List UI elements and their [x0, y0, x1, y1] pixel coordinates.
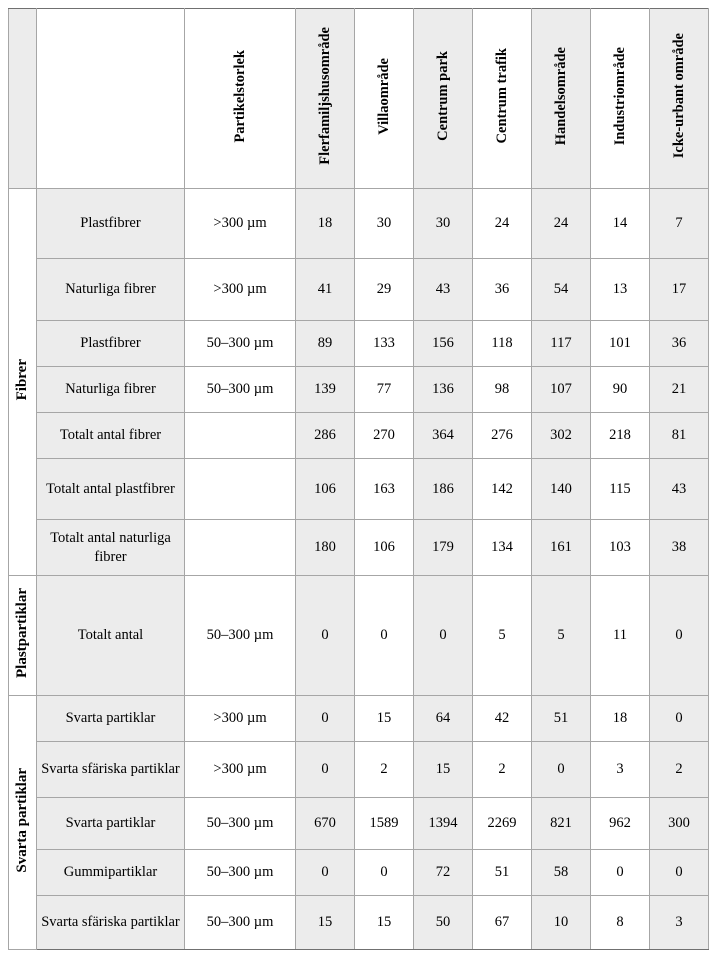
value-cell: 36 [650, 321, 709, 367]
row-label: Svarta sfäriska partiklar [37, 742, 185, 798]
value-cell: 15 [355, 696, 414, 742]
particle-size-cell [185, 459, 296, 520]
value-cell: 24 [532, 189, 591, 259]
value-cell: 21 [650, 367, 709, 413]
value-cell: 81 [650, 413, 709, 459]
value-cell: 103 [591, 520, 650, 576]
value-cell: 0 [296, 742, 355, 798]
table-row [9, 742, 709, 798]
value-cell: 276 [473, 413, 532, 459]
value-cell: 90 [591, 367, 650, 413]
header-corner-label [37, 9, 185, 189]
value-cell: 98 [473, 367, 532, 413]
table-row [9, 896, 709, 950]
value-cell: 30 [355, 189, 414, 259]
column-header-text: Icke-urbant område [670, 33, 687, 159]
value-cell: 18 [591, 696, 650, 742]
value-cell: 15 [355, 896, 414, 950]
column-header-text: Industriområde [611, 46, 628, 146]
column-header-text: Centrum trafik [493, 48, 510, 144]
group-title: Fibrer [14, 358, 30, 401]
value-cell: 72 [414, 850, 473, 896]
particle-size-cell: >300 µm [185, 259, 296, 321]
value-cell: 38 [650, 520, 709, 576]
value-cell: 51 [473, 850, 532, 896]
value-cell: 0 [355, 850, 414, 896]
particle-size-cell: >300 µm [185, 189, 296, 259]
table-row [9, 850, 709, 896]
value-cell: 8 [591, 896, 650, 950]
value-cell: 302 [532, 413, 591, 459]
column-header [296, 9, 355, 189]
particle-size-cell: 50–300 µm [185, 576, 296, 696]
column-header [591, 9, 650, 189]
value-cell: 14 [591, 189, 650, 259]
value-cell: 89 [296, 321, 355, 367]
row-label: Svarta partiklar [37, 798, 185, 850]
value-cell: 1589 [355, 798, 414, 850]
value-cell: 136 [414, 367, 473, 413]
value-cell: 7 [650, 189, 709, 259]
particle-size-cell: 50–300 µm [185, 367, 296, 413]
particle-size-cell: >300 µm [185, 696, 296, 742]
value-cell: 670 [296, 798, 355, 850]
value-cell: 2269 [473, 798, 532, 850]
table-row [9, 259, 709, 321]
row-label: Totalt antal fibrer [37, 413, 185, 459]
value-cell: 270 [355, 413, 414, 459]
value-cell: 2 [355, 742, 414, 798]
value-cell: 24 [473, 189, 532, 259]
value-cell: 1394 [414, 798, 473, 850]
column-header [355, 9, 414, 189]
value-cell: 118 [473, 321, 532, 367]
value-cell: 115 [591, 459, 650, 520]
row-label: Totalt antal [37, 576, 185, 696]
header-corner-group [9, 9, 37, 189]
value-cell: 0 [355, 576, 414, 696]
value-cell: 3 [650, 896, 709, 950]
particle-size-cell: >300 µm [185, 742, 296, 798]
value-cell: 161 [532, 520, 591, 576]
particle-size-cell [185, 413, 296, 459]
value-cell: 101 [591, 321, 650, 367]
value-cell: 107 [532, 367, 591, 413]
value-cell: 10 [532, 896, 591, 950]
value-cell: 58 [532, 850, 591, 896]
column-header-text: Flerfamiljshusområde [316, 27, 333, 165]
value-cell: 17 [650, 259, 709, 321]
value-cell: 51 [532, 696, 591, 742]
value-cell: 106 [296, 459, 355, 520]
column-header [532, 9, 591, 189]
particle-size-cell: 50–300 µm [185, 321, 296, 367]
table-row [9, 321, 709, 367]
value-cell: 13 [591, 259, 650, 321]
value-cell: 41 [296, 259, 355, 321]
table-row [9, 459, 709, 520]
column-header-text: Villaområde [375, 57, 392, 135]
row-label: Naturliga fibrer [37, 259, 185, 321]
value-cell: 821 [532, 798, 591, 850]
table-row [9, 696, 709, 742]
value-cell: 962 [591, 798, 650, 850]
value-cell: 156 [414, 321, 473, 367]
value-cell: 29 [355, 259, 414, 321]
row-label: Totalt antal plastfibrer [37, 459, 185, 520]
column-header-text: Partikelstorlek [231, 49, 248, 143]
value-cell: 64 [414, 696, 473, 742]
value-cell: 5 [473, 576, 532, 696]
group-header [9, 696, 37, 950]
row-label: Svarta sfäriska partiklar [37, 896, 185, 950]
value-cell: 0 [296, 696, 355, 742]
table-row [9, 520, 709, 576]
value-cell: 106 [355, 520, 414, 576]
column-header [414, 9, 473, 189]
value-cell: 11 [591, 576, 650, 696]
row-label: Plastfibrer [37, 321, 185, 367]
value-cell: 134 [473, 520, 532, 576]
value-cell: 0 [532, 742, 591, 798]
value-cell: 364 [414, 413, 473, 459]
group-header [9, 576, 37, 696]
value-cell: 3 [591, 742, 650, 798]
value-cell: 0 [414, 576, 473, 696]
value-cell: 18 [296, 189, 355, 259]
table-row [9, 367, 709, 413]
value-cell: 179 [414, 520, 473, 576]
column-header [185, 9, 296, 189]
value-cell: 139 [296, 367, 355, 413]
group-title: Svarta partiklar [14, 767, 30, 873]
value-cell: 186 [414, 459, 473, 520]
value-cell: 50 [414, 896, 473, 950]
table-row [9, 413, 709, 459]
column-header-text: Handelsområde [552, 46, 569, 146]
column-header-text: Centrum park [434, 51, 451, 141]
row-label: Plastfibrer [37, 189, 185, 259]
particle-size-cell: 50–300 µm [185, 798, 296, 850]
value-cell: 2 [473, 742, 532, 798]
column-header [650, 9, 709, 189]
value-cell: 0 [650, 696, 709, 742]
value-cell: 218 [591, 413, 650, 459]
row-label: Naturliga fibrer [37, 367, 185, 413]
value-cell: 286 [296, 413, 355, 459]
value-cell: 2 [650, 742, 709, 798]
group-title: Plastpartiklar [14, 588, 30, 678]
value-cell: 0 [650, 576, 709, 696]
value-cell: 117 [532, 321, 591, 367]
row-label: Svarta partiklar [37, 696, 185, 742]
value-cell: 0 [296, 576, 355, 696]
table-row [9, 189, 709, 259]
value-cell: 180 [296, 520, 355, 576]
particle-size-cell: 50–300 µm [185, 896, 296, 950]
value-cell: 5 [532, 576, 591, 696]
value-cell: 0 [650, 850, 709, 896]
header-row [9, 9, 709, 189]
value-cell: 300 [650, 798, 709, 850]
value-cell: 36 [473, 259, 532, 321]
value-cell: 42 [473, 696, 532, 742]
value-cell: 67 [473, 896, 532, 950]
value-cell: 140 [532, 459, 591, 520]
value-cell: 142 [473, 459, 532, 520]
value-cell: 15 [414, 742, 473, 798]
table-row [9, 798, 709, 850]
column-header [473, 9, 532, 189]
group-header [9, 189, 37, 576]
value-cell: 163 [355, 459, 414, 520]
value-cell: 43 [650, 459, 709, 520]
row-label: Totalt antal naturliga fibrer [37, 520, 185, 576]
value-cell: 133 [355, 321, 414, 367]
value-cell: 54 [532, 259, 591, 321]
particle-count-table [8, 8, 709, 950]
value-cell: 0 [591, 850, 650, 896]
value-cell: 30 [414, 189, 473, 259]
row-label: Gummipartiklar [37, 850, 185, 896]
value-cell: 0 [296, 850, 355, 896]
particle-size-cell [185, 520, 296, 576]
value-cell: 77 [355, 367, 414, 413]
value-cell: 15 [296, 896, 355, 950]
table-row [9, 576, 709, 696]
particle-size-cell: 50–300 µm [185, 850, 296, 896]
value-cell: 43 [414, 259, 473, 321]
